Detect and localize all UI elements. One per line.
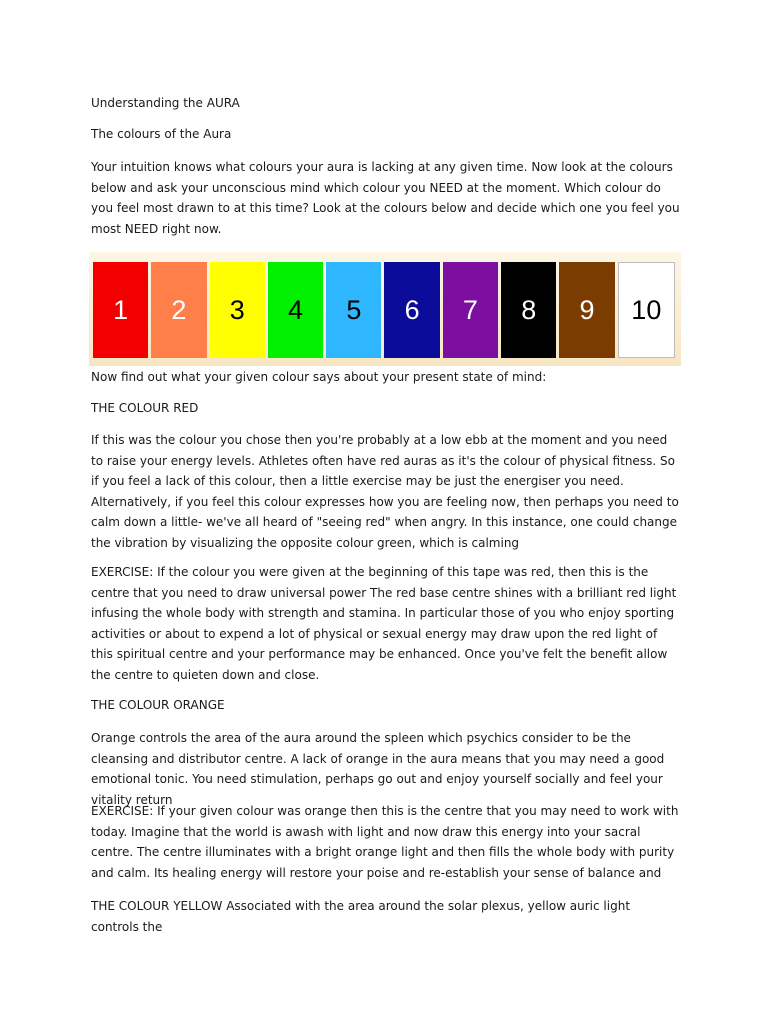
section-subtitle: The colours of the Aura <box>91 127 232 141</box>
colour-swatch-1: 1 <box>93 262 148 358</box>
orange-exercise-paragraph: EXERCISE: If your given colour was orange then this is the centre that you may need to work with today. Imagine that the world is awash with light and now draw this energy into your sacral centre. The centre illuminates with a bright orange light and then fills the whole body with purity and calm. Its healing energy will restore your poise and re-establish your sense of balance and <box>91 804 679 880</box>
colour-swatch-4: 4 <box>268 262 323 358</box>
chart-followup-text: Now find out what your given colour says about your present state of mind: <box>91 370 547 384</box>
red-exercise-paragraph: EXERCISE: If the colour you were given at the beginning of this tape was red, then this is the centre that you need to draw universal power The red base centre shines with a brilliant red light infusing the whole body with strength and stamina. In particular those of you who enjoy sporting activities or about to expend a lot of physical or sexual energy may draw upon the red light of this spiritual centre and your performance may be enhanced. Once you've felt the benefit allow the centre to quieten down and close. <box>91 565 677 682</box>
colour-swatch-10: 10 <box>618 262 675 358</box>
colour-swatch-8: 8 <box>501 262 556 358</box>
colour-swatch-6: 6 <box>384 262 439 358</box>
orange-paragraph: Orange controls the area of the aura around the spleen which psychics consider to be the cleansing and distributor centre. A lack of orange in the aura means that you may need a good emotional tonic. You need stimulation, perhaps go out and enjoy yourself socially and feel your vitality return <box>91 731 665 807</box>
colour-swatch-3: 3 <box>210 262 265 358</box>
colour-swatch-5: 5 <box>326 262 381 358</box>
red-paragraph: If this was the colour you chose then you're probably at a low ebb at the moment and you need to raise your energy levels. Athletes often have red auras as it's the colour of physical fitness. So if you feel a lack of this colour, then a little exercise may be just the energiser you need. Alternatively, if you feel this colour expresses how you are feeling now, then perhaps you need to calm down a little- we've all heard of "seeing red" when angry. In this instance, one could change the vibration by visualizing the opposite colour green, which is calming <box>91 433 679 550</box>
orange-heading: THE COLOUR ORANGE <box>91 698 225 712</box>
intro-paragraph: Your intuition knows what colours your aura is lacking at any given time. Now look at the colours below and ask your unconscious mind which colour you NEED at the moment. Which colour do you feel most drawn to at this time? Look at the colours below and decide which one you feel you most NEED right now. <box>91 160 680 236</box>
red-heading: THE COLOUR RED <box>91 401 199 415</box>
aura-colour-chart <box>89 252 681 366</box>
document-title: Understanding the AURA <box>91 96 240 110</box>
yellow-heading-line: THE COLOUR YELLOW Associated with the area around the solar plexus, yellow auric light controls the <box>91 899 631 934</box>
colour-swatch-2: 2 <box>151 262 206 358</box>
colour-swatch-9: 9 <box>559 262 614 358</box>
swatch-row <box>93 262 675 358</box>
colour-swatch-7: 7 <box>443 262 498 358</box>
